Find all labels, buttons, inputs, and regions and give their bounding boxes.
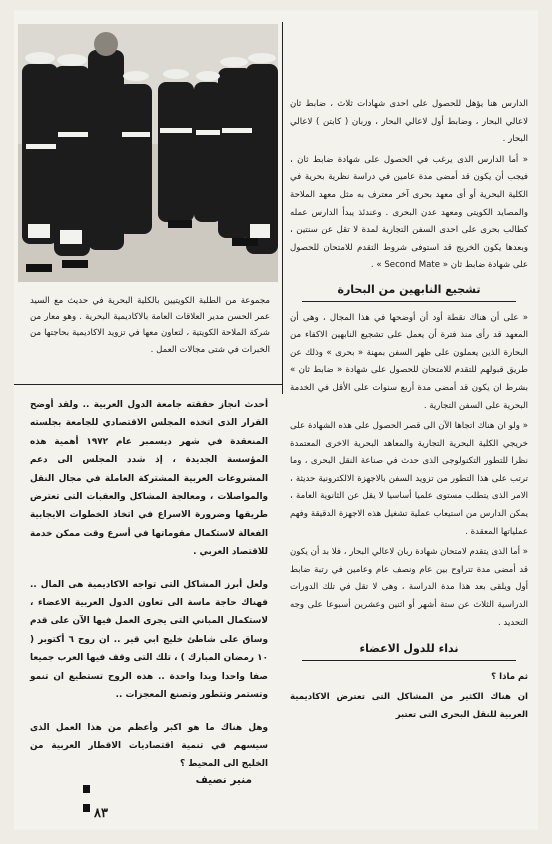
page-number: ٨٣ bbox=[94, 806, 108, 821]
end-mark-icon bbox=[76, 778, 92, 786]
group-photo bbox=[18, 24, 278, 282]
group-photo-image bbox=[18, 24, 278, 282]
right-paragraph: « ولو ان هناك اتجاها الآن الى قصر الحصول على هذه الشهادة على خريجي الكلية البحرية التجارية والمعاهد البحرية الاخرى المعتمدة نظرا للتطور التكنولوجى الذى حدث في صناعة النقل البحرى ، وما ترتب على هذا التطور من تزويد السفن بالاجهزة الالكترونية حديثة ، الامر الذى يتطلب مستوى علميا أساسيا لا يقل عن الثانوية العامة ، يمكن الدارس من استيعاب عملية تشغيل هذه الاجهزة الدقيقة وفهم عملياتها المعقدة . bbox=[290, 421, 528, 537]
right-paragraph: « أما الذى يتقدم لامتحان شهادة ربان لاعالي البحار ، فلا بد أن يكون قد أمضى مدة تتراوح بين عام ونصف عام وعامين في رتبة ضابط أول ويلقى بعد هذا مدة الدراسة ، وهى لا تقل في تلك الدورات الدراسية الثلاث عن ستة أشهر أو اثنين وعشرين أسبوعا على وجه التحديد . bbox=[290, 547, 528, 628]
right-paragraph: ان هناك الكثير من المشاكل التى تعترض الاكاديمية العربية للنقل البحرى التى تعتبر bbox=[290, 692, 528, 720]
column-divider bbox=[282, 22, 283, 394]
right-paragraph: ثم ماذا ؟ bbox=[491, 671, 528, 682]
right-paragraph: « على أن هناك نقطة أود أن أوضحها في هذا المجال ، وهى أن المعهد قد رأى منذ فترة أن يعمل على تشجيع النابهين الاكفاء من البحارة الذين يعملون على ظهر السفن بمهنة « بحرى » وذلك عن طريق قبولهم للتقدم للامتحان للحصول على شهادة « ضابط ثان » بشرط ان يكون قد أمضى مدة أربع سنوات على الأقل في الخدمة البحرية على السفن التجارية . bbox=[290, 312, 528, 411]
section-heading: نداء للدول الاعضاء bbox=[302, 640, 516, 661]
left-paragraph: أحدث انجاز حققته جامعة الدول العربية .. ولقد أوضح القرار الذى اتخذه المجلس الاقتصادي للجامعة بجلسته المنعقدة في شهر ديسمبر عام ١٩٧٢ أهمية هذه المؤسسة الجديدة ، إذ شدد المجلس الى دعم المشروعات العربية المشتركة العاملة في مجال النقل والمواصلات ، ومعالجة المشاكل والعقبات التى تعترض طريقها وضرورة الاسراع في اتخاذ الخطوات الايجابية الفعالة لاستكمال مقوماتها في أسرع وقت ممكن خدمة للاقتصاد العربي . bbox=[30, 400, 268, 558]
section-heading: تشجيع النابهين من البحارة bbox=[302, 281, 516, 302]
author-signature: منير نصيف bbox=[195, 774, 252, 786]
signature-row bbox=[36, 774, 266, 794]
left-paragraph: ولعل أبرز المشاكل التى تواجه الاكاديمية هى المال .. فهناك حاجة ماسة الى تعاون الدول العربية الاعضاء ، لاستكمال المباني التى يجرى العمل فيها الآن على قدم وساق على شاطئ خليج ابي قير .. ان روح ٦ أكتوبر ( ١٠ رمضان المبارك ) ، تلك التى وقف فيها العرب جميعا صفا واحدا ويدا واحدة .. هذه الروح تستطيع ان تنمو وتستمر وتتطور وتصنع المعجزات .. bbox=[30, 579, 268, 701]
photo-caption: مجموعة من الطلبة الكويتيين بالكلية البحرية في حديث مع السيد عمر الحسن مدير العلاقات العامة بالاكاديمية البحرية . وهو معار من شركة الملاحة الكويتية ، لتعاون معها في تزويد الاكاديمية بحاجتها من الخبرات في شتى مجالات العمل . bbox=[30, 296, 270, 355]
right-paragraph: « أما الدارس الذى يرغب في الحصول على شهادة ضابط ثان ، فيجب أن يكون قد أمضى مدة عامين في دراسة نظرية بحرية في الكلية البحرية أو أى معهد بحرى آخر معترف به مثل معهد الملاحة والمصايد الكويتى ومعهد عدن البحرى . وعندئذ يبدأ الدارس عمله كطالب بحرى على احدى السفن التجارية لمدة لا تقل عن سنتين ، وبعدها يكون الخريج قد استوفى شروط التقدم للامتحان للحصول على شهادة ضابط ثان « Second Mate » . bbox=[290, 154, 528, 271]
magazine-page bbox=[14, 10, 538, 830]
caption-divider bbox=[14, 384, 282, 385]
left-column bbox=[30, 396, 268, 788]
left-paragraph: وهل هناك ما هو اكبر وأعظم من هذا العمل الذى سيسهم في تنمية اقتصاديات الاقطار العربية من الخليج الى المحيط ؟ bbox=[30, 722, 268, 770]
right-paragraph: الدارس هنا يؤهل للحصول على احدى شهادات ثلاث ، ضابط ثان لاعالي البحار ، وضابط أول لاعالي البحار ، وربان ( كابتن ) لاعالي البحار . bbox=[290, 99, 528, 145]
right-column bbox=[290, 96, 528, 728]
